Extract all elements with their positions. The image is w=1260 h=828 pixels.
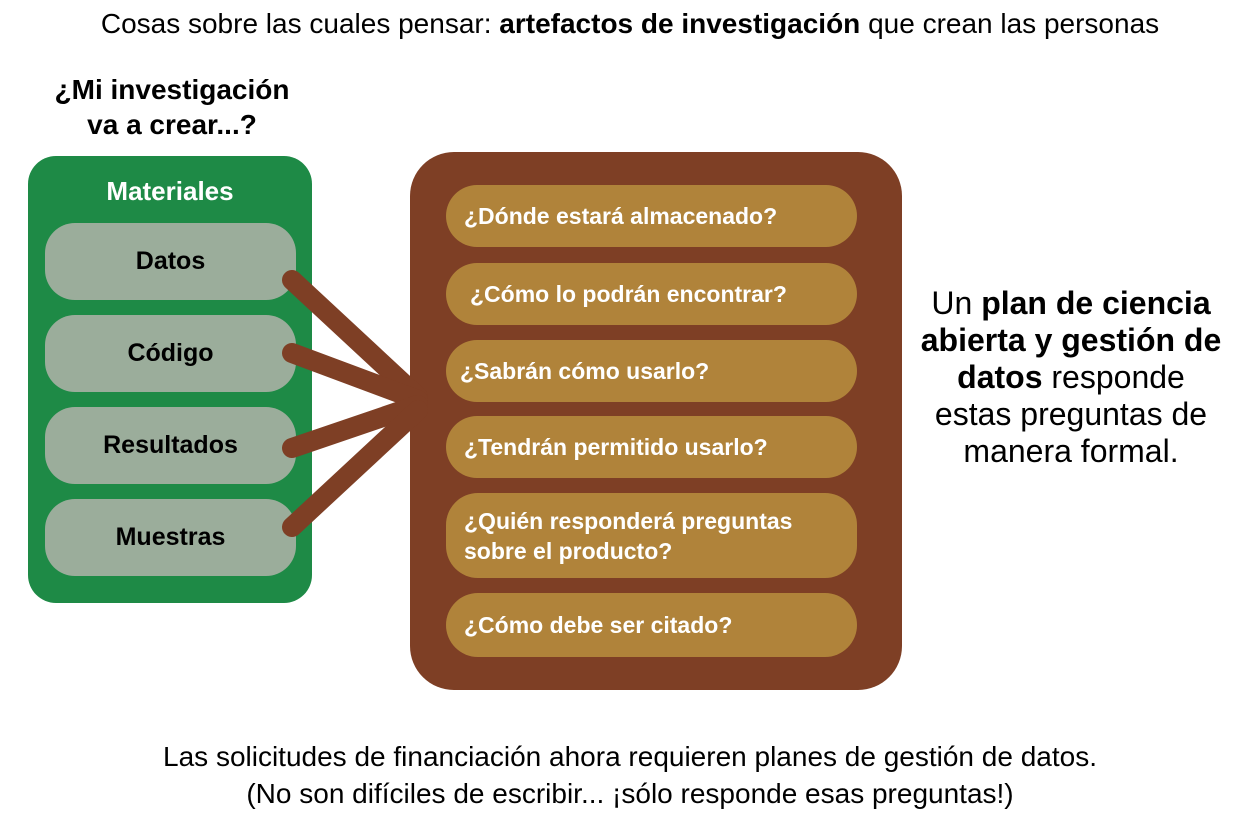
plan-description	[916, 285, 1226, 470]
title-bold: artefactos de investigación	[499, 8, 861, 39]
material-muestras: Muestras	[45, 499, 296, 576]
question-pill-contact: ¿Quién responderá preguntas sobre el producto?	[446, 493, 857, 578]
question-pill-storage: ¿Dónde estará almacenado?	[446, 185, 857, 247]
footer-line1: Las solicitudes de financiación ahora requieren planes de gestión de datos.	[163, 741, 1097, 772]
footer-note	[0, 738, 1260, 812]
title-prefix: Cosas sobre las cuales pensar:	[100, 8, 500, 39]
plan-bold: plan de ciencia abierta y gestión de datos	[920, 285, 1222, 395]
material-datos: Datos	[45, 223, 296, 300]
plan-text2: responde estas preguntas de manera formal.	[934, 359, 1208, 469]
research-question-line1: ¿Mi investigación	[54, 74, 290, 105]
footer-line2: (No son difíciles de escribir... ¡sólo responde esas preguntas!)	[246, 778, 1014, 809]
material-codigo: Código	[45, 315, 296, 392]
question-pill-usage: ¿Sabrán cómo usarlo?	[446, 340, 857, 402]
title-suffix: que crean las personas	[860, 8, 1160, 39]
question-pill-permission: ¿Tendrán permitido usarlo?	[446, 416, 857, 478]
research-question-line2: va a crear...?	[87, 109, 257, 140]
question-pill-find: ¿Cómo lo podrán encontrar?	[446, 263, 857, 325]
question-pill-citation: ¿Cómo debe ser citado?	[446, 593, 857, 657]
plan-text1: Un	[931, 285, 982, 321]
material-resultados: Resultados	[45, 407, 296, 484]
materials-title: Materiales	[106, 176, 234, 206]
